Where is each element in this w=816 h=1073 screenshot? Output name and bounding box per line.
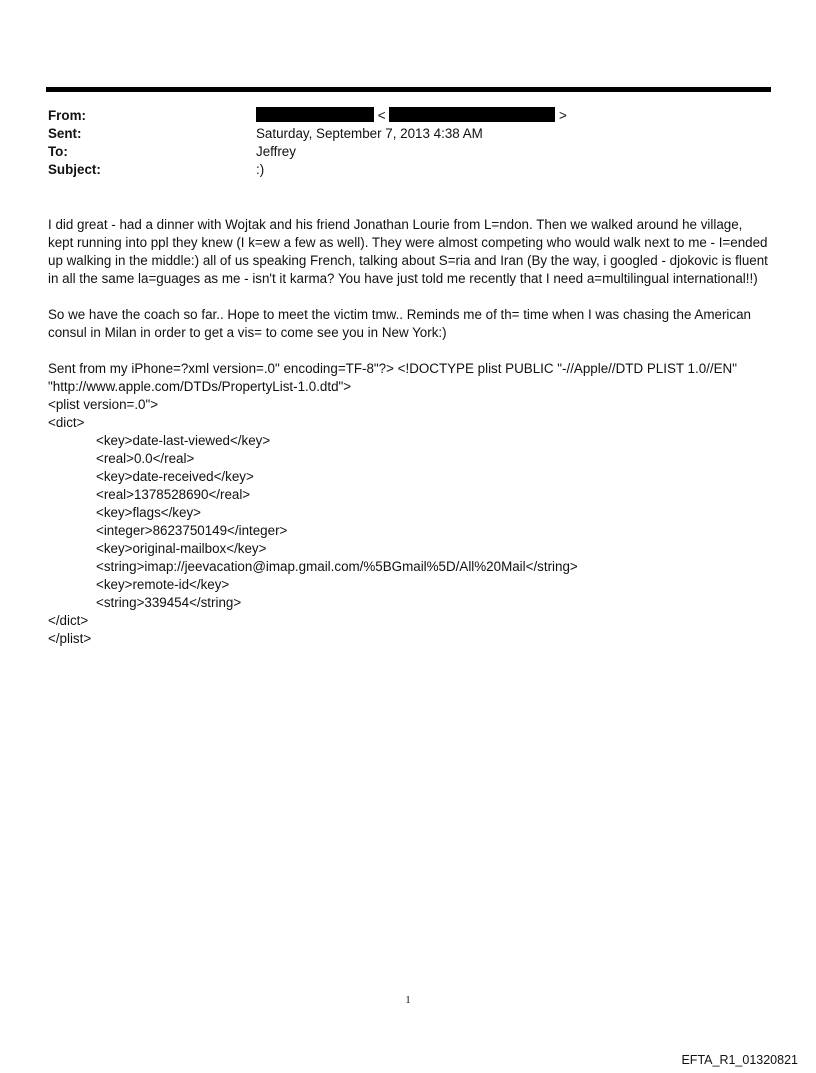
to-label: To: xyxy=(48,144,68,159)
redacted-email xyxy=(389,107,555,122)
plist-line: </dict> xyxy=(48,613,89,628)
body-paragraph-1: I did great - had a dinner with Wojtak and his friend Jonathan Lourie from L=ndon. Then we walked around he village, kept running into ppl they knew (I k=ew a few as well). They were almost competing who would walk next to me - I=ended up walking in the middle:) all of us speaking French, talking about S=ria and Iran (By the way, i googled - djokovic is fluent in all the same la=guages as me - isn't it karma? You have just told me recently that I need a=multilingual international!!) xyxy=(48,217,768,286)
header-rule xyxy=(46,87,771,92)
page-number: 1 xyxy=(405,994,411,1006)
from-close-bracket: > xyxy=(559,108,567,123)
plist-line: <string>imap://jeevacation@imap.gmail.com/%5BGmail%5D/All%20Mail</string> xyxy=(96,559,578,574)
plist-line: <key>remote-id</key> xyxy=(96,577,230,592)
bates-number: EFTA_R1_01320821 xyxy=(681,1053,798,1067)
email-body xyxy=(48,216,768,648)
to-value: Jeffrey xyxy=(256,144,296,159)
sent-row xyxy=(48,125,748,143)
plist-line: <key>original-mailbox</key> xyxy=(96,541,267,556)
to-row xyxy=(48,143,748,161)
redacted-name xyxy=(256,107,374,122)
plist-line: <dict> xyxy=(48,415,85,430)
subject-value: :) xyxy=(256,162,265,177)
plist-block xyxy=(48,360,768,648)
from-row xyxy=(48,107,748,125)
plist-line: <key>date-last-viewed</key> xyxy=(96,433,271,448)
signature-line: Sent from my iPhone=?xml version=.0" encoding=TF-8"?> <!DOCTYPE plist PUBLIC "-//Apple//DTD PLIST 1.0//EN" xyxy=(48,361,737,376)
plist-line: <string>339454</string> xyxy=(96,595,242,610)
from-open-bracket: < xyxy=(377,108,386,123)
sent-value: Saturday, September 7, 2013 4:38 AM xyxy=(256,126,483,141)
subject-row xyxy=(48,161,748,179)
signature-line: "http://www.apple.com/DTDs/PropertyList-1.0.dtd"> xyxy=(48,379,352,394)
plist-line: <plist version=.0"> xyxy=(48,397,159,412)
plist-line: <real>0.0</real> xyxy=(96,451,195,466)
plist-line: </plist> xyxy=(48,631,92,646)
body-paragraph-2: So we have the coach so far.. Hope to meet the victim tmw.. Reminds me of th= time when I was chasing the American consul in Milan in order to get a vis= to come see you in New York:) xyxy=(48,307,751,340)
from-label: From: xyxy=(48,108,86,123)
from-value xyxy=(256,107,567,125)
subject-label: Subject: xyxy=(48,162,101,177)
email-headers xyxy=(48,107,748,179)
plist-line: <integer>8623750149</integer> xyxy=(96,523,288,538)
plist-line: <real>1378528690</real> xyxy=(96,487,251,502)
sent-label: Sent: xyxy=(48,126,82,141)
plist-line: <key>date-received</key> xyxy=(96,469,254,484)
plist-line: <key>flags</key> xyxy=(96,505,201,520)
